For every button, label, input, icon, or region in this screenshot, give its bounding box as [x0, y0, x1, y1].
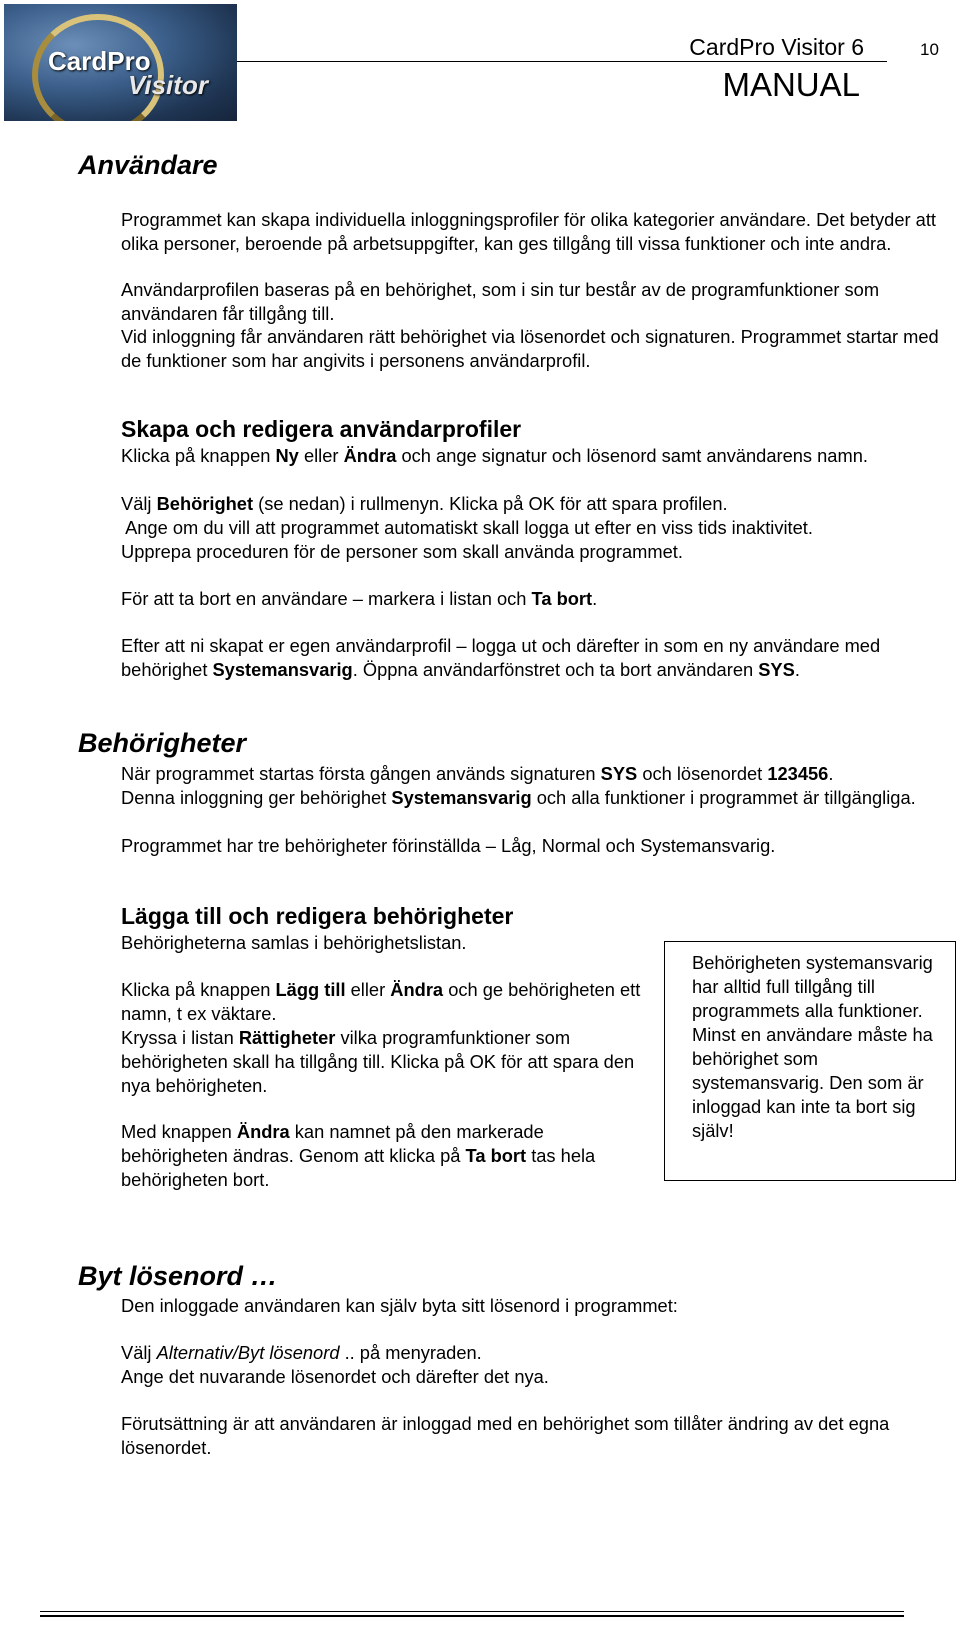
paragraph: Förutsättning är att användaren är inloggad med en behörighet som tillåter ändring av det egna lösenordet. [121, 1413, 890, 1458]
paragraph: Behörigheterna samlas i behörighetslistan. [121, 932, 467, 953]
paragraph: Den inloggade användaren kan själv byta sitt lösenord i programmet: [121, 1295, 678, 1316]
paragraph: Användarprofilen baseras på en behörighet, som i sin tur består av de programfunktioner som användaren får tillgång till. [121, 279, 880, 324]
heading-byt-losenord: Byt lösenord … [78, 1261, 278, 1291]
paragraph: Denna inloggning ger behörighet Systemansvarig och alla funktioner i programmet är tillgängliga. [121, 787, 916, 808]
paragraph: Efter att ni skapat er egen användarprofil – logga ut och därefter in som en ny användare med behörighet Systemansvarig. Öppna användarfönstret och ta bort användaren SYS. [121, 635, 881, 680]
paragraph: För att ta bort en användare – markera i listan och Ta bort. [121, 588, 598, 609]
paragraph: Ange det nuvarande lösenordet och därefter det nya. [121, 1366, 549, 1387]
paragraph: Ange om du vill att programmet automatiskt skall logga ut efter en viss tids inaktivitet. [121, 517, 813, 538]
paragraph: Programmet kan skapa individuella inloggningsprofiler för olika kategorier användare. Det betyder att olika personer, beroende på arbetsuppgifter, kan ges tillgång till vissa funktioner och inte andra. [121, 209, 936, 254]
heading-behorigheter: Behörigheter [78, 728, 247, 758]
cardpro-visitor-logo [4, 4, 237, 121]
paragraph: Klicka på knappen Lägg till eller Ändra och ge behörigheten ett namn, t ex väktare. [121, 979, 641, 1024]
paragraph: Programmet har tre behörigheter förinställda – Låg, Normal och Systemansvarig. [121, 835, 776, 856]
heading-skapa: Skapa och redigera användarprofiler [121, 416, 522, 442]
paragraph: Klicka på knappen Ny eller Ändra och ange signatur och lösenord samt användarens namn. [121, 445, 868, 466]
footer-rule [40, 1615, 904, 1617]
paragraph: När programmet startas första gången används signaturen SYS och lösenordet 123456. [121, 763, 834, 784]
header-manual: MANUAL [722, 66, 860, 103]
paragraph: Kryssa i listan Rättigheter vilka programfunktioner som behörigheten skall ha tillgång till. Klicka på OK för att spara den nya behörigheten. [121, 1027, 635, 1096]
logo-text-visitor: Visitor [128, 70, 208, 100]
paragraph: Upprepa proceduren för de personer som skall använda programmet. [121, 541, 683, 562]
heading-anvandare: Användare [78, 150, 218, 180]
logo-text-cardpro: CardPro [48, 46, 151, 76]
note-box: Behörigheten systemansvarig har alltid full tillgång till programmets alla funktioner. Minst en användare måste ha behörighet som systemansvarig. Den som är inloggad kan inte ta bort sig själv! [664, 941, 956, 1181]
header-product: CardPro Visitor 6 [689, 34, 864, 60]
footer-rule [40, 1611, 904, 1612]
paragraph: Välj Alternativ/Byt lösenord .. på menyraden. [121, 1342, 482, 1363]
paragraph: Välj Behörighet (se nedan) i rullmenyn. Klicka på OK för att spara profilen. [121, 493, 728, 514]
page-number: 10 [920, 40, 939, 59]
paragraph: Vid inloggning får användaren rätt behörighet via lösenordet och signaturen. Programmet startar med de funktioner som har angivits i personens användarprofil. [121, 326, 939, 371]
heading-lagga: Lägga till och redigera behörigheter [121, 903, 514, 929]
header-rule [237, 61, 887, 62]
paragraph: Med knappen Ändra kan namnet på den markerade behörigheten ändras. Genom att klicka på Ta bort tas hela behörigheten bort. [121, 1121, 596, 1190]
